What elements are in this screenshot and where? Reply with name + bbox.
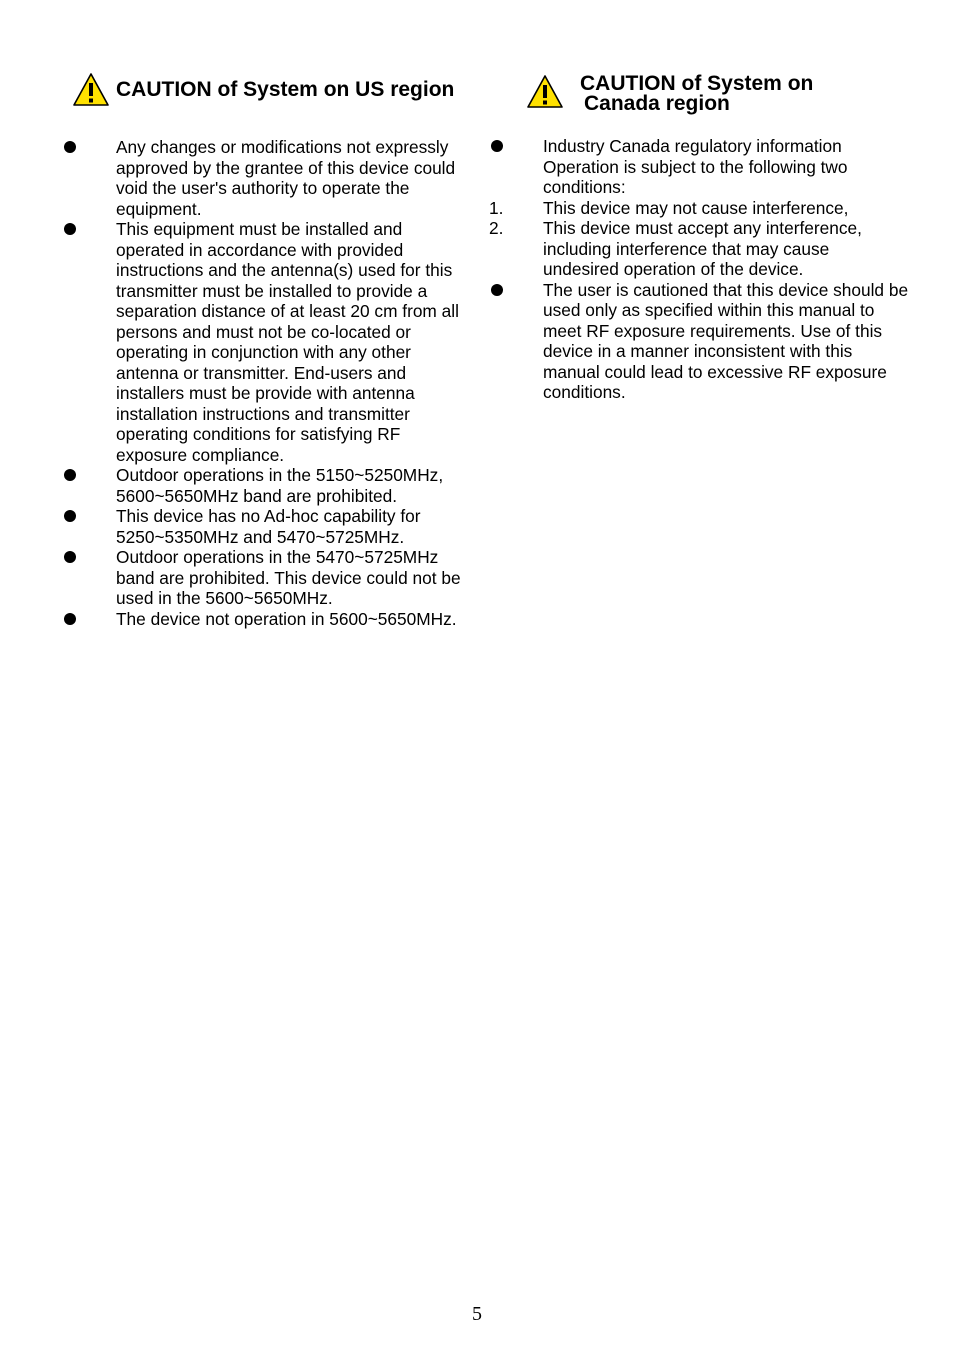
list-item: Industry Canada regulatory information Operation is subject to the following two conditions: 1. This device may not cause interference, 2. This device must accept any interference, including interference that may cause undesired operation of the device. <box>489 136 909 280</box>
condition-item: 1. This device may not cause interference, <box>489 197 849 218</box>
list-item: The user is cautioned that this device should be used only as specified within this manual to meet RF exposure requirements. Use of this device in a manner inconsistent with this manual could lead to excessive RF exposure conditions. <box>489 280 909 403</box>
us-caution-title: CAUTION of System on US region <box>116 78 455 101</box>
bullet-icon <box>64 613 76 625</box>
canada-caution-list <box>489 136 909 403</box>
us-caution-heading <box>72 72 454 108</box>
bullet-icon <box>64 510 76 522</box>
us-caution-list <box>62 137 467 629</box>
list-item: This device has no Ad-hoc capability for 5250~5350MHz and 5470~5725MHz. <box>62 506 467 547</box>
bullet-icon <box>64 469 76 481</box>
list-item: Outdoor operations in the 5150~5250MHz, 5600~5650MHz band are prohibited. <box>62 465 467 506</box>
condition-item: 2. This device must accept any interference, including interference that may cause undesired operation of the device. <box>489 218 862 279</box>
canada-caution-heading <box>526 74 813 114</box>
bullet-icon <box>64 551 76 563</box>
warning-triangle-icon <box>72 72 110 108</box>
list-item: This equipment must be installed and operated in accordance with provided instructions and the antenna(s) used for this transmitter must be installed to provide a separation distance of at least 20 cm from all persons and must not be co-located or operating in conjunction with any other antenna or transmitter. End-users and installers must be provide with antenna installation instructions and transmitter operating conditions for satisfying RF exposure compliance. <box>62 219 467 465</box>
page-number: 5 <box>472 1303 482 1325</box>
list-item: The device not operation in 5600~5650MHz. <box>62 609 467 630</box>
list-item: Any changes or modifications not expressly approved by the grantee of this device could void the user's authority to operate the equipment. <box>62 137 467 219</box>
bullet-icon <box>491 140 503 152</box>
warning-triangle-icon <box>526 74 564 110</box>
bullet-icon <box>64 141 76 153</box>
bullet-icon <box>491 284 503 296</box>
list-item: Outdoor operations in the 5470~5725MHz band are prohibited. This device could not be used in the 5600~5650MHz. <box>62 547 467 609</box>
canada-caution-title: CAUTION of System on Canada region <box>580 72 814 115</box>
bullet-icon <box>64 223 76 235</box>
